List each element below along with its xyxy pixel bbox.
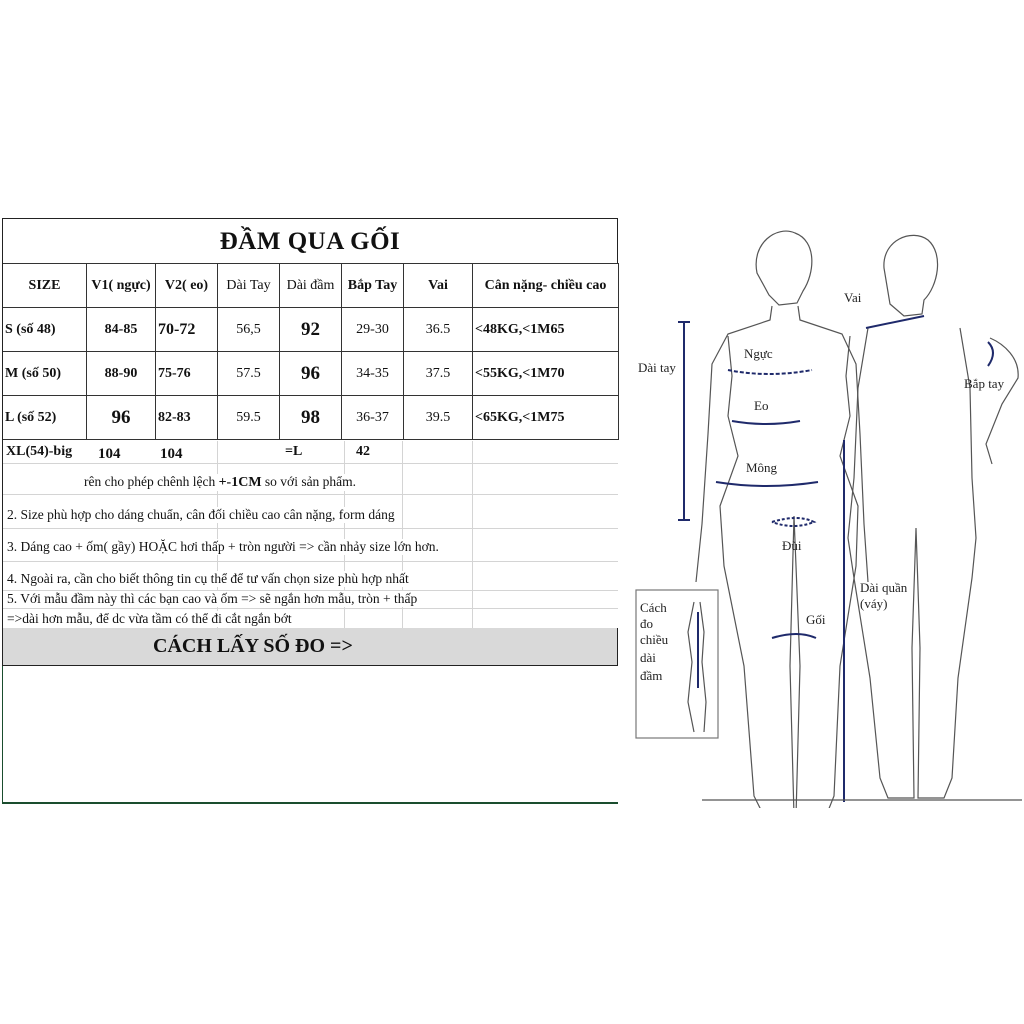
xl-size-label: XL(54)-big [6, 444, 73, 459]
grid-line [2, 494, 618, 495]
xl-vai-value: 42 [356, 444, 370, 459]
xl-dai-dam-value: =L [285, 444, 303, 459]
table-row [3, 308, 619, 352]
dai-dam-cell: 92 [280, 308, 342, 352]
header-v2: V2( eo) [156, 264, 218, 308]
sheet-border [2, 802, 618, 804]
size-cell: M (số 50) [3, 352, 87, 396]
vai-cell: 39.5 [404, 396, 473, 440]
dai-tay-cell: 57.5 [218, 352, 280, 396]
sheet-border [2, 666, 3, 804]
shoulder-measure-line [866, 316, 924, 328]
note-5a: 5. Với mẫu đầm này thì các bạn cao và ốm => sẽ ngắn hơn mẫu, tròn + thấp [7, 591, 418, 606]
label-vai: Vai [844, 290, 862, 305]
vai-cell: 37.5 [404, 352, 473, 396]
front-head-icon [756, 231, 812, 305]
hip-measure-line [716, 482, 818, 486]
body-figure-drawing [622, 218, 1024, 808]
size-chart-sheet [2, 218, 618, 806]
grid-line [2, 608, 618, 609]
header-weight-height: Cân nặng- chiều cao [473, 264, 619, 308]
bap-tay-cell: 29-30 [342, 308, 404, 352]
bap-tay-cell: 34-35 [342, 352, 404, 396]
label-nguc: Ngực [744, 346, 773, 361]
inset-label-5: đầm [640, 668, 663, 683]
label-goi: Gối [806, 612, 826, 627]
label-bap-tay: Bắp tay [964, 376, 1005, 391]
v2-cell: 70-72 [156, 308, 218, 352]
measure-guide-banner: CÁCH LẤY SỐ ĐO => [2, 628, 618, 666]
size-cell: L (số 52) [3, 396, 87, 440]
xl-size-row [2, 441, 472, 463]
xl-v2-value: 104 [160, 446, 183, 462]
v1-cell: 88-90 [87, 352, 156, 396]
back-arm [986, 338, 1018, 464]
inset-label-2: đo [640, 616, 653, 631]
grid-line [2, 561, 618, 562]
inset-label-4: dài [640, 650, 656, 665]
chart-title: ĐẦM QUA GỐI [2, 218, 618, 264]
v1-cell: 84-85 [87, 308, 156, 352]
note-tolerance-suffix: so với sản phẩm. [261, 474, 357, 489]
note-5b: =>dài hơn mẫu, để dc vừa tầm có thể đi cắt ngắn bớt [7, 611, 292, 626]
waist-measure-line [732, 421, 800, 424]
dai-dam-cell: 98 [280, 396, 342, 440]
bap-tay-cell: 36-37 [342, 396, 404, 440]
header-size: SIZE [3, 264, 87, 308]
v2-cell: 75-76 [156, 352, 218, 396]
label-dai-quan: Dài quần [860, 580, 908, 595]
sheet-border [2, 218, 3, 666]
table-header-row [3, 264, 619, 308]
header-dai-tay: Dài Tay [218, 264, 280, 308]
header-bap-tay: Bắp Tay [342, 264, 404, 308]
label-dai-tay: Dài tay [638, 360, 676, 375]
thigh-measure-line [772, 518, 814, 526]
xl-v1-value: 104 [98, 446, 121, 462]
weight-height-cell: <48KG,<1M65 [473, 308, 619, 352]
back-head-icon [884, 235, 938, 316]
label-mong: Mông [746, 460, 778, 475]
size-table [2, 263, 619, 440]
note-tolerance [84, 474, 356, 491]
measurement-illustration [622, 218, 1024, 808]
weight-height-cell: <65KG,<1M75 [473, 396, 619, 440]
table-row [3, 352, 619, 396]
note-4: 4. Ngoài ra, cần cho biết thông tin cụ thể để tư vấn chọn size phù hợp nhất [7, 571, 409, 586]
grid-line [472, 441, 473, 628]
vai-cell: 36.5 [404, 308, 473, 352]
header-v1: V1( ngực) [87, 264, 156, 308]
v2-cell: 82-83 [156, 396, 218, 440]
upper-arm-measure-line [988, 342, 993, 366]
dai-tay-cell: 59.5 [218, 396, 280, 440]
grid-line [2, 528, 618, 529]
note-2: 2. Size phù hợp cho dáng chuẩn, cân đối chiều cao cân nặng, form dáng [7, 507, 395, 522]
label-eo: Eo [754, 398, 769, 413]
inset-label-1: Cách [640, 600, 667, 615]
inset-label-3: chiều [640, 632, 669, 647]
header-vai: Vai [404, 264, 473, 308]
label-vay: (váy) [860, 596, 888, 611]
dai-tay-cell: 56,5 [218, 308, 280, 352]
knee-measure-line [772, 634, 816, 638]
note-3: 3. Dáng cao + ốm( gầy) HOẶC hơi thấp + tròn người => cần nhảy size lớn hơn. [7, 539, 439, 554]
grid-line [2, 463, 618, 464]
size-cell: S (số 48) [3, 308, 87, 352]
bust-measure-line [728, 370, 812, 374]
header-dai-dam: Dài đầm [280, 264, 342, 308]
front-right-arm [798, 306, 868, 582]
note-tolerance-value: +-1CM [218, 475, 262, 490]
table-row [3, 396, 619, 440]
note-tolerance-prefix: rên cho phép chênh lệch [84, 474, 219, 489]
weight-height-cell: <55KG,<1M70 [473, 352, 619, 396]
v1-cell: 96 [87, 396, 156, 440]
dai-dam-cell: 96 [280, 352, 342, 396]
label-dui: Đùi [782, 538, 802, 553]
